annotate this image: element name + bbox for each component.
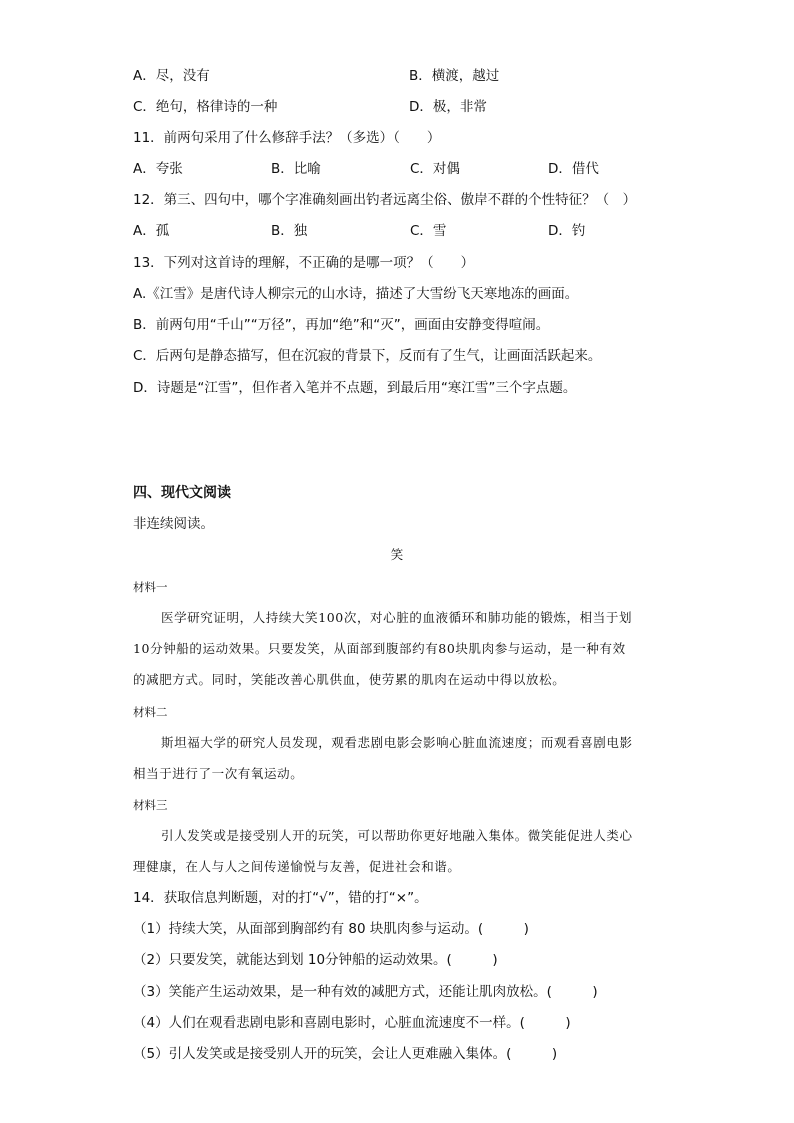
material-1-label: 材料一 [133, 580, 168, 594]
q10-option-b: B．横渡，越过 [409, 68, 500, 84]
q13-option-c: C．后两句是静态描写，但在沉寂的背景下，反而有了生气，让画面活跃起来。 [133, 348, 602, 364]
material-1-line-1: 医学研究证明，人持续大笑100次，对心脏的血液循环和肺功能的锻炼，相当于划 [161, 610, 633, 625]
material-2-line-2: 相当于进行了一次有氧运动。 [133, 766, 304, 781]
material-3-line-2: 理健康，在人与人之间传递愉悦与友善，促进社会和谐。 [133, 859, 461, 874]
q12-option-c: C．雪 [410, 223, 447, 239]
q12-option-d: D．钓 [548, 223, 586, 239]
q13-option-b: B．前两句用“千山”“万径”，再加“绝”和“灭”，画面由安静变得喧闹。 [133, 317, 550, 333]
q13-option-d: D．诗题是“江雪”，但作者入笔并不点题，到最后用“寒江雪”三个字点题。 [133, 380, 577, 396]
q13-option-a: A.《江雪》是唐代诗人柳宗元的山水诗，描述了大雪纷飞天寒地冻的画面。 [133, 286, 579, 302]
q12-option-b: B．独 [271, 223, 308, 239]
q14-item-2: （2）只要发笑，就能达到划 10分钟船的运动效果。( ) [133, 952, 498, 968]
q14-item-4: （4）人们在观看悲剧电影和喜剧电影时，心脏血流速度不一样。( ) [133, 1015, 571, 1031]
material-2-label: 材料二 [133, 705, 168, 719]
q13-stem: 13．下列对这首诗的理解，不正确的是哪一项？（ ） [133, 255, 475, 271]
material-1-line-2: 10分钟船的运动效果。只要发笑，从面部到腹部约有80块肌肉参与运动，是一种有效 [133, 641, 626, 656]
material-3-label: 材料三 [133, 798, 168, 812]
q10-option-c: C．绝句，格律诗的一种 [133, 99, 278, 115]
q11-option-b: B．比喻 [271, 161, 321, 177]
material-1-line-3: 的减肥方式。同时，笑能改善心肌供血，使劳累的肌肉在运动中得以放松。 [133, 672, 566, 687]
q14-stem: 14．获取信息判断题，对的打“√”，错的打“×”。 [133, 890, 428, 906]
q14-item-3: （3）笑能产生运动效果，是一种有效的减肥方式，还能让肌肉放松。( ) [133, 984, 598, 1000]
section-intro: 非连续阅读。 [133, 516, 214, 532]
q11-option-c: C．对偶 [410, 161, 460, 177]
material-2-line-1: 斯坦福大学的研究人员发现，观看悲剧电影会影响心脏血流速度；而观看喜剧电影 [161, 735, 633, 750]
q14-item-5: （5）引人发笑或是接受别人开的玩笑，会让人更难融入集体。( ) [133, 1046, 558, 1062]
q12-stem: 12．第三、四句中，哪个字准确刻画出钓者远离尘俗、傲岸不群的个性特征？（ ） [133, 192, 637, 208]
section-heading: 四、现代文阅读 [133, 485, 231, 501]
q11-option-d: D．借代 [548, 161, 599, 177]
passage-title: 笑 [390, 547, 404, 562]
q11-option-a: A．夸张 [133, 161, 183, 177]
q10-option-d: D．极，非常 [409, 99, 487, 115]
q12-option-a: A．孤 [133, 223, 170, 239]
material-3-line-1: 引人发笑或是接受别人开的玩笑，可以帮助你更好地融入集体。微笑能促进人类心 [161, 828, 633, 843]
q10-option-a: A．尽，没有 [133, 68, 210, 84]
q11-stem: 11．前两句采用了什么修辞手法？（多选）（ ） [133, 130, 441, 146]
q14-item-1: （1）持续大笑，从面部到胸部约有 80 块肌肉参与运动。( ) [133, 921, 529, 937]
